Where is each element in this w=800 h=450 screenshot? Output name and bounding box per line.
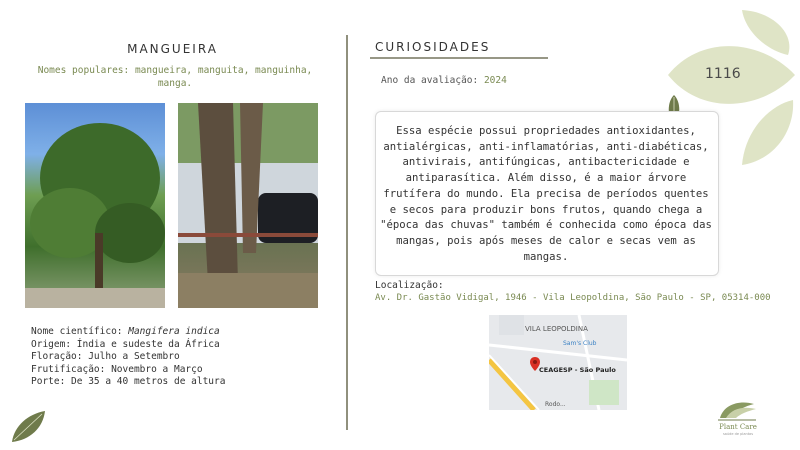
tree-canopy-illustration <box>25 103 165 308</box>
evaluation-year <box>381 75 507 86</box>
map-poi-ceagesp: CEAGESP - São Paulo <box>539 366 616 374</box>
scientific-name-label: Nome científico: <box>31 326 129 337</box>
map-poi-sams-club: Sam's Club <box>563 340 597 347</box>
evaluation-year-value: 2024 <box>483 75 507 86</box>
description-text: Essa espécie possui propriedades antioxidantes, antialérgicas, anti-inflamatórias, anti-diabéticas, antivirais, antifúngicas, antibactericidade e antiparasítica. Além disso, é a maior árvore frutífera do mundo. Ela precisa de períodos quentes e secos para produzir bons frutos, quando chega a "época das chuvas" também é conhecida como época das mangas, pois após meses de calor e secas vem as mangas. <box>380 125 712 263</box>
column-divider <box>346 35 348 430</box>
brand-name: Plant Care <box>719 423 757 431</box>
section-title: CURIOSIDADES <box>375 40 491 54</box>
scientific-name-row <box>31 326 225 339</box>
origin-row: Origem: Índia e sudeste da África <box>31 338 220 350</box>
leaf-bottom <box>742 100 793 165</box>
tree-trunk-illustration <box>178 103 318 308</box>
tree-trunk-photo <box>178 103 318 308</box>
location-label: Localização: <box>375 280 444 291</box>
fruiting-row: Frutificação: Novembro a Março <box>31 363 203 375</box>
plant-info <box>31 326 225 389</box>
scientific-name-value: Mangifera indica <box>128 326 220 337</box>
brand-tagline: saúde de plantas <box>722 432 754 436</box>
plant-title: MANGUEIRA <box>127 42 218 56</box>
leaf-icon <box>8 408 48 446</box>
leaf-top <box>742 10 789 55</box>
map-street-label: Rodo... <box>545 401 566 408</box>
flowering-row: Floração: Julho a Setembro <box>31 351 180 362</box>
map-area-label: VILA LEOPOLDINA <box>525 325 588 333</box>
popular-names: Nomes populares: mangueira, manguita, manguinha, manga. <box>37 65 313 89</box>
plant-care-logo-icon <box>716 396 758 422</box>
tree-canopy-photo <box>25 103 165 308</box>
badge-number: 1116 <box>705 66 741 82</box>
size-row: Porte: De 35 a 40 metros de altura <box>31 376 226 387</box>
title-underline <box>370 57 548 59</box>
evaluation-year-label: Ano da avaliação: <box>381 75 484 86</box>
location-address: Av. Dr. Gastão Vidigal, 1946 - Vila Leopoldina, São Paulo - SP, 05314-000 <box>375 293 771 303</box>
location-map[interactable] <box>489 315 627 410</box>
